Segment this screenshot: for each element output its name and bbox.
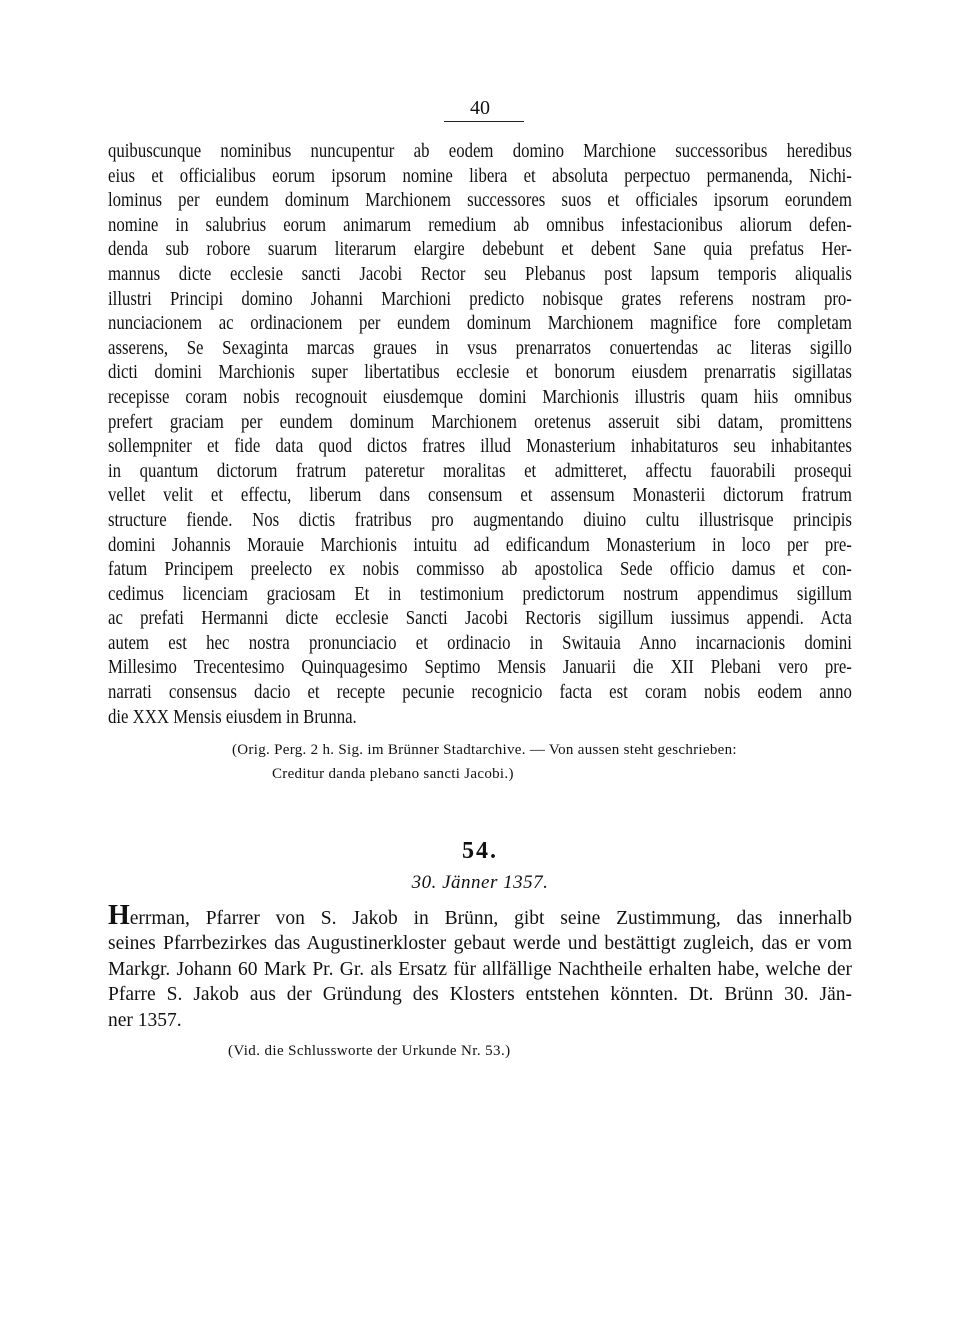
body-line: nomine in salubrius eorum animarum remedium ab omnibus infestacionibus aliorum defen- [108,214,852,236]
summary-line: Pfarre S. Jakob aus der Gründung des Klosters entstehen könnten. Dt. Brünn 30. Jän- [108,984,852,1006]
body-line: autem est hec nostra pronunciacio et ordinacio in Switauia Anno incarnacionis domini [108,632,852,654]
summary-line: ner 1357. [108,1009,182,1031]
body-line: fatum Principem preelecto ex nobis commisso ab apostolica Sede officio damus et con- [108,559,852,581]
body-line: cedimus licenciam graciosam Et in testimonium predictorum nostrum appendimus sigillum [108,583,852,605]
summary-line [108,900,852,931]
document-summary [108,900,852,1033]
body-line: asserens, Se Sexaginta marcas graues in vsus prenarratos conuertendas ac literas sigillo [108,337,852,359]
summary-line: Markgr. Johann 60 Mark Pr. Gr. als Ersatz für allfällige Nachtheile erhalten habe, welche der [108,958,852,980]
body-line: vellet velit et effectu, liberum dans consensum et assensum Monasterii dictorum fratrum [108,485,852,507]
document-date: 30. Jänner 1357. [411,872,549,893]
summary-line: seines Pfarrbezirkes das Augustinerkloster gebaut werde und bestättigt zugleich, das er vom [108,933,852,955]
body-line: structure fiende. Nos dictis fratribus pro augmentando diuino cultu illustrisque principis [108,509,852,531]
body-line: prefert graciam per eundem dominum Marchionem oretenus asseruit sibi datam, promittens [108,411,852,433]
body-line: Millesimo Trecentesimo Quinquagesimo Septimo Mensis Januarii die XII Plebani vero pre- [108,657,852,679]
body-line: denda sub robore suarum literarum elargire debebunt et debent Sane quia prefatus Her- [108,239,852,261]
body-line: sollempniter et fide data quod dictos fratres illud Monasterium inhabitaturos seu inhabitantes [108,436,852,458]
body-line: eius et officialibus eorum ipsorum nomine libera et absoluta perpectuo permanenda, Nichi- [108,165,852,187]
body-line: nunciacionem ac ordinacionem per eundem dominum Marchionem magnifice fore completam [108,313,852,335]
reference-note: (Vid. die Schlussworte der Urkunde Nr. 53.) [228,1043,511,1059]
body-line: illustri Principi domino Johanni Marchioni predicto nobisque grates referens nostram pro- [108,288,852,310]
body-line: in quantum dictorum fratrum pateretur moralitas et admitteret, affectu fauorabili prosequi [108,460,852,482]
body-line: recepisse coram nobis recognouit eiusdemque domini Marchionis illustris quam hiis omnibus [108,386,852,408]
body-line: ac prefati Hermanni dicte ecclesie Sancti Jacobi Rectoris sigillum iussimus appendi. Acta [108,608,852,630]
body-line: quibuscunque nominibus nuncupentur ab eodem domino Marchione successoribus heredibus [108,141,852,162]
document-body-text [108,140,852,730]
drop-cap: H [108,900,130,931]
source-note-line-1: (Orig. Perg. 2 h. Sig. im Brünner Stadtarchive. — Von aussen steht geschrieben: [232,742,737,758]
body-line: lominus per eundem dominum Marchionem successores suos et officiales ipsorum eorundem [108,190,852,212]
page-number-rule [444,121,524,122]
summary-first-line-text: errman, Pfarrer von S. Jakob in Brünn, gibt seine Zustimmung, das innerhalb [129,908,852,929]
source-note-line-2: Creditur danda plebano sancti Jacobi.) [272,766,514,782]
body-line: dicti domini Marchionis super libertatibus ecclesie et bonorum eiusdem prenarratis sigillatas [108,362,852,384]
source-note [232,738,852,786]
document-number: 54. [462,838,498,864]
body-line: narrati consensus dacio et recepte pecunie recognicio facta est coram nobis eodem anno [108,682,852,704]
page-number: 40 [470,97,490,119]
body-line: domini Johannis Morauie Marchionis intuitu ad edificandum Monasterium in loco per pre- [108,534,852,556]
body-line: die XXX Mensis eiusdem in Brunna. [108,706,357,728]
body-line: mannus dicte ecclesie sancti Jacobi Rector seu Plebanus post lapsum temporis aliqualis [108,263,852,285]
